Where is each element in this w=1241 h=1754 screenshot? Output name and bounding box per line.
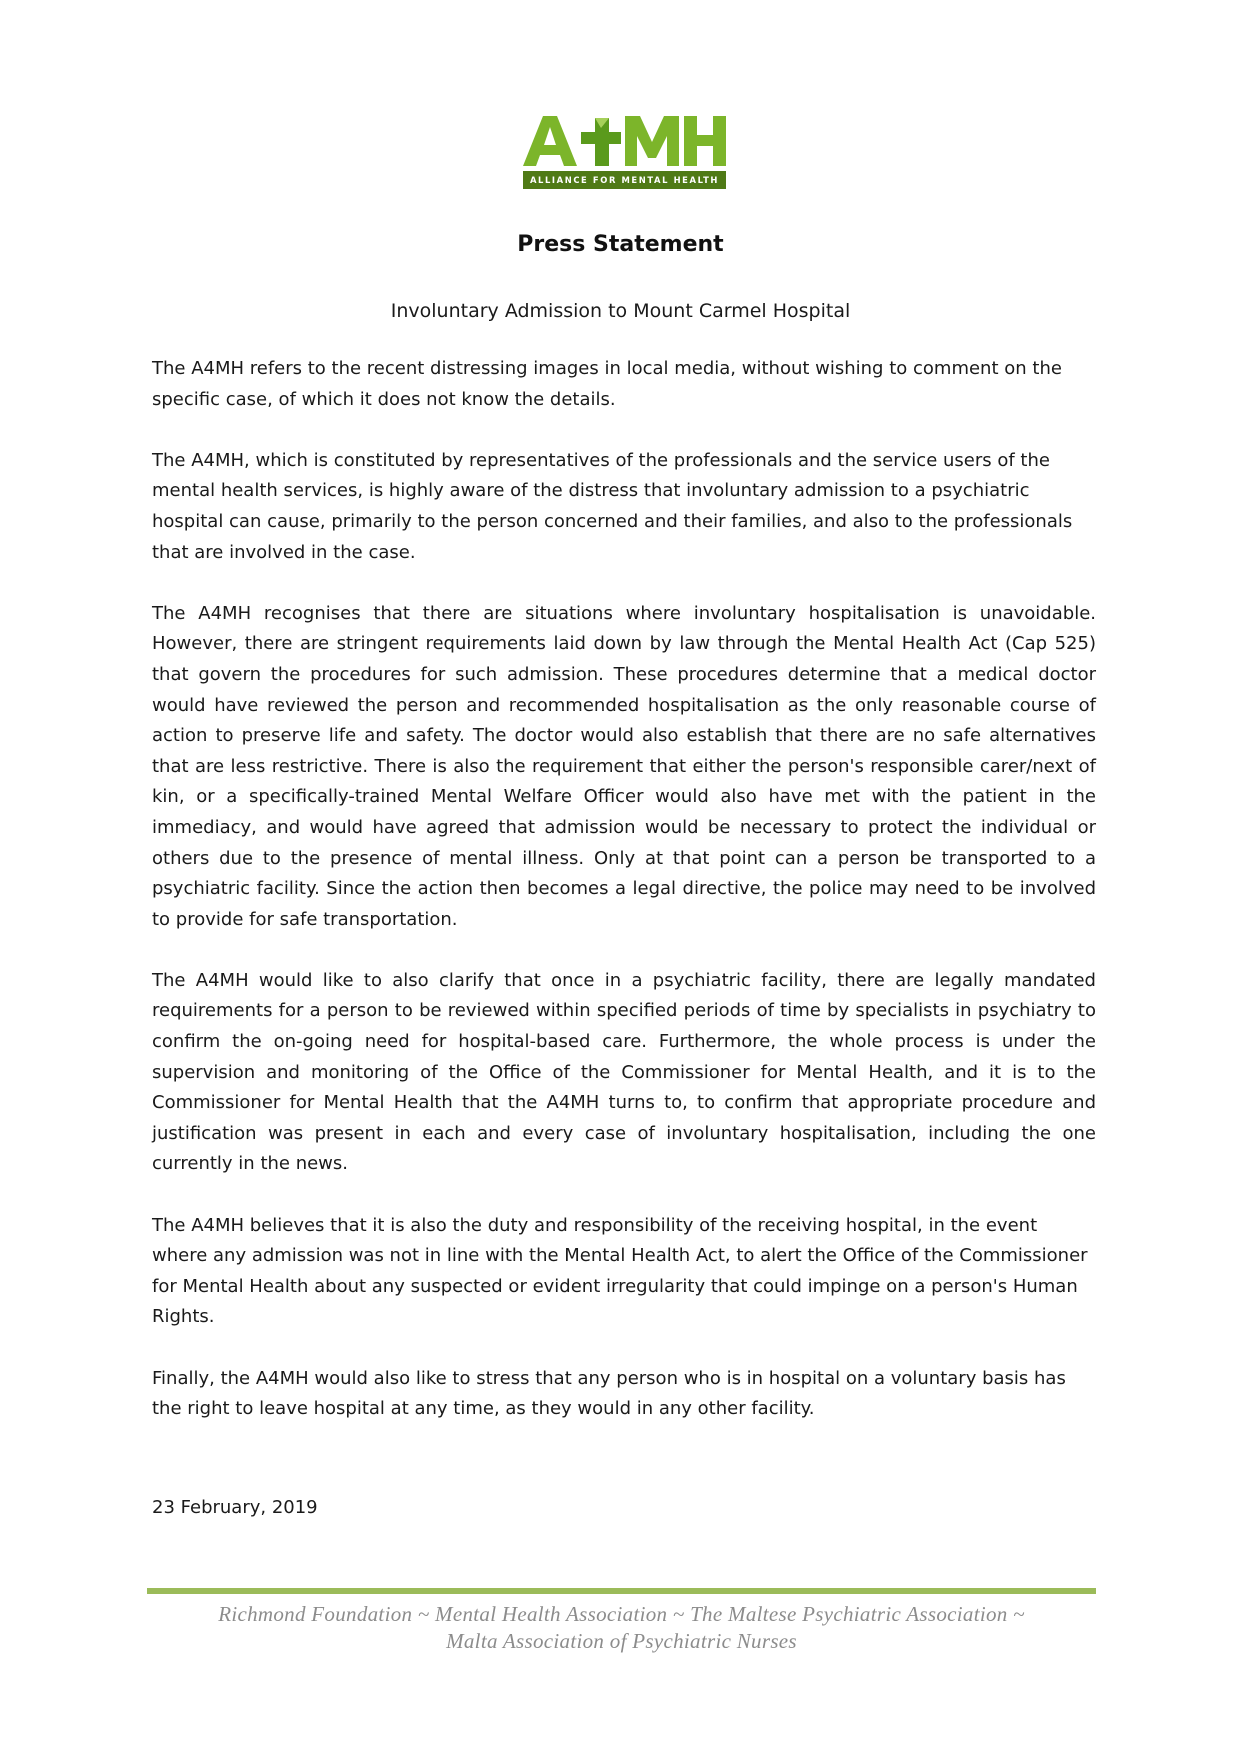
paragraph-6: Finally, the A4MH would also like to stress that any person who is in hospital on a voluntary basis has the right to leave hospital at any time, as they would in any other facility. <box>152 1367 1066 1420</box>
page-subtitle: Involuntary Admission to Mount Carmel Hospital <box>390 300 851 322</box>
paragraph-5: The A4MH believes that it is also the duty and responsibility of the receiving hospital, in the event where any admission was not in line with the Mental Health Act, to alert the Office of the Commissioner for Mental Health about any suspected or evident irregularity that could impinge on a person's Human Rights. <box>152 1214 1088 1328</box>
statement-date: 23 February, 2019 <box>152 1497 318 1518</box>
logo-tagline: ALLIANCE FOR MENTAL HEALTH <box>523 171 726 189</box>
a4mh-logo <box>521 112 728 190</box>
page-title: Press Statement <box>517 232 724 257</box>
a4mh-logo-wordmark <box>521 112 728 168</box>
footer-line-2: Malta Association of Psychiatric Nurses <box>446 1629 797 1653</box>
paragraph-3: The A4MH recognises that there are situations where involuntary hospitalisation is unavoidable. However, there are stringent requirements laid down by law through the Mental Health Act (Cap 525) that govern the procedures for such admission. These procedures determine that a medical doctor would have reviewed the person and recommended hospitalisation as the only reasonable course of action to preserve life and safety. The doctor would also establish that there are no safe alternatives that are less restrictive. There is also the requirement that either the person's responsible carer/next of kin, or a specifically-trained Mental Welfare Officer would also have met with the patient in the immediacy, and would have agreed that admission would be necessary to protect the individual or others due to the presence of mental illness. Only at that point can a person be transported to a psychiatric facility. Since the action then becomes a legal directive, the police may need to be involved to provide for safe transportation. <box>152 602 1096 930</box>
statement-body <box>152 354 1096 1455</box>
footer-organisations <box>147 1601 1096 1655</box>
paragraph-1: The A4MH refers to the recent distressing images in local media, without wishing to comment on the specific case, of which it does not know the details. <box>152 358 1062 410</box>
footer-divider <box>147 1588 1096 1594</box>
paragraph-2: The A4MH, which is constituted by representatives of the professionals and the service users of the mental health services, is highly aware of the distress that involuntary admission to a psychiatric hospital can cause, primarily to the person concerned and their families, and also to the professionals that are involved in the case. <box>152 449 1073 563</box>
footer-line-1: Richmond Foundation ~ Mental Health Association ~ The Maltese Psychiatric Association ~ <box>218 1602 1025 1626</box>
paragraph-4: The A4MH would like to also clarify that once in a psychiatric facility, there are legally mandated requirements for a person to be reviewed within specified periods of time by specialists in psychiatry to confirm the on-going need for hospital-based care. Furthermore, the whole process is under the supervision and monitoring of the Office of the Commissioner for Mental Health, and it is to the Commissioner for Mental Health that the A4MH turns to, to confirm that appropriate procedure and justification was present in each and every case of involuntary hospitalisation, including the one currently in the news. <box>152 969 1096 1175</box>
a4mh-logo-graphic <box>521 112 728 168</box>
